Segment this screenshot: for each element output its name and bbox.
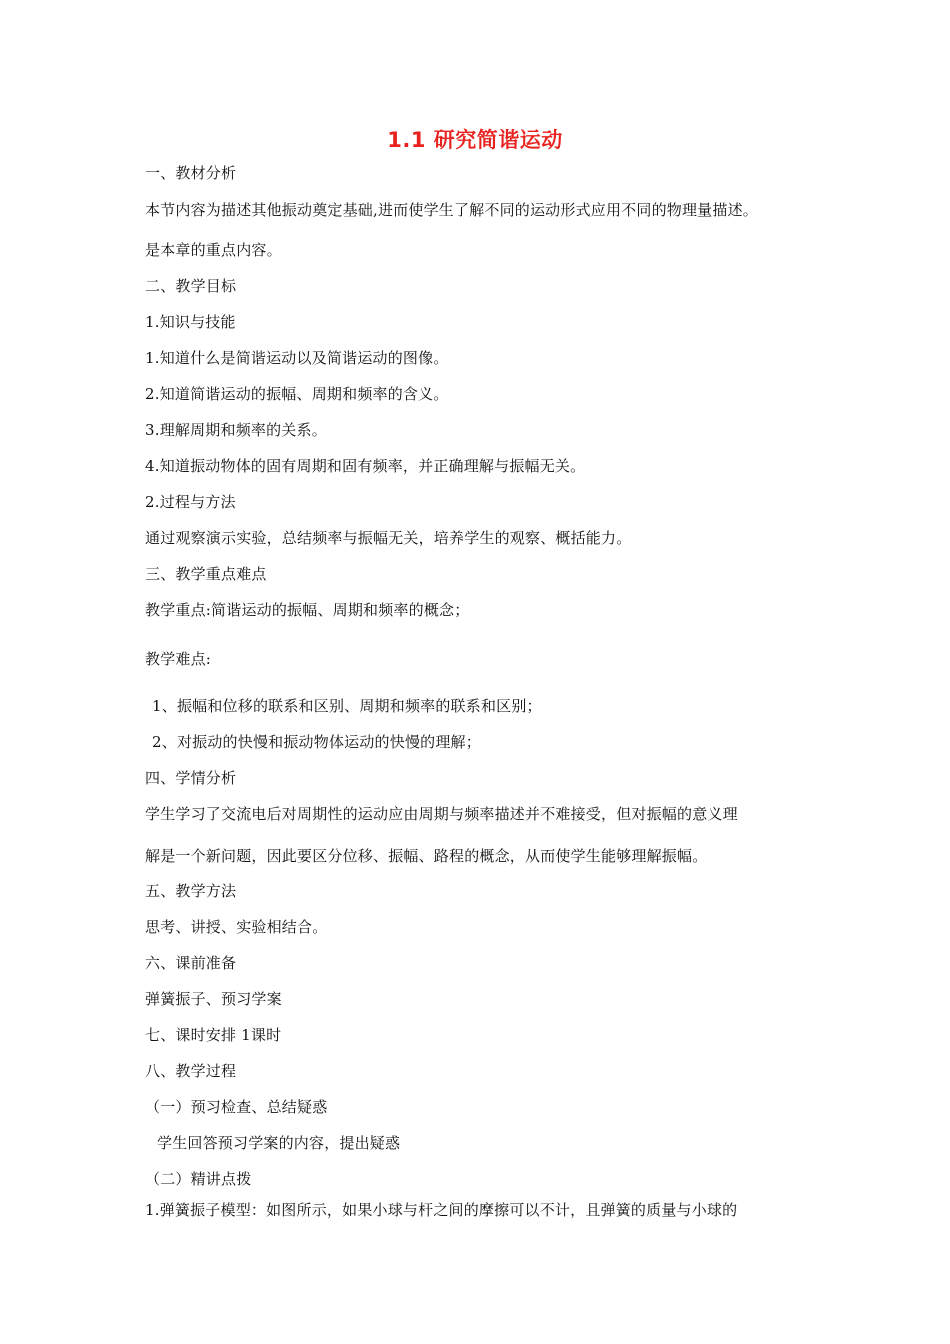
paragraph-text: 本节内容为描述其他振动奠定基础,进而使学生了解不同的运动形式应用不同的物理量描述。 xyxy=(145,201,758,219)
paragraph-text: 解是一个新问题，因此要区分位移、振幅、路程的概念，从而使学生能够理解振幅。 xyxy=(145,847,708,865)
paragraph-text: 通过观察演示实验，总结频率与振幅无关，培养学生的观察、概括能力。 xyxy=(145,529,632,547)
subheading-preview-check: （一）预习检查、总结疑惑 xyxy=(145,1098,328,1116)
document-title: 1.1 研究简谐运动 xyxy=(387,128,563,152)
subheading-process-methods: 2.过程与方法 xyxy=(145,493,236,511)
section-heading-schedule: 七、课时安排 1课时 xyxy=(145,1026,282,1044)
paragraph-text: 教学难点: xyxy=(145,650,212,668)
paragraph-text: 教学重点:简谐运动的振幅、周期和频率的概念； xyxy=(145,601,470,619)
section-heading-key-points: 三、教学重点难点 xyxy=(145,565,267,583)
subheading-knowledge-skills: 1.知识与技能 xyxy=(145,313,236,331)
section-heading-teaching-goals: 二、教学目标 xyxy=(145,277,237,295)
section-heading-teaching-process: 八、教学过程 xyxy=(145,1062,237,1080)
subheading-key-explanation: （二）精讲点拨 xyxy=(145,1170,252,1188)
list-item: 2.知道简谐运动的振幅、周期和频率的含义。 xyxy=(145,385,449,403)
list-item: 1.知道什么是简谐运动以及简谐运动的图像。 xyxy=(145,349,449,367)
paragraph-text: 学生回答预习学案的内容，提出疑惑 xyxy=(157,1134,401,1152)
list-item: 2、对振动的快慢和振动物体运动的快慢的理解； xyxy=(152,733,481,751)
section-heading-textbook-analysis: 一、教材分析 xyxy=(145,164,237,182)
paragraph-text: 思考、讲授、实验相结合。 xyxy=(145,918,328,936)
list-item: 4.知道振动物体的固有周期和固有频率，并正确理解与振幅无关。 xyxy=(145,457,586,475)
section-heading-teaching-methods: 五、教学方法 xyxy=(145,882,237,900)
section-heading-student-analysis: 四、学情分析 xyxy=(145,769,237,787)
paragraph-text: 1.弹簧振子模型：如图所示，如果小球与杆之间的摩擦可以不计，且弹簧的质量与小球的 xyxy=(145,1201,738,1219)
list-item: 1、振幅和位移的联系和区别、周期和频率的联系和区别； xyxy=(152,697,542,715)
paragraph-text: 是本章的重点内容。 xyxy=(145,241,282,259)
section-heading-preparation: 六、课前准备 xyxy=(145,954,237,972)
list-item: 3.理解周期和频率的关系。 xyxy=(145,421,327,439)
paragraph-text: 学生学习了交流电后对周期性的运动应由周期与频率描述并不难接受，但对振幅的意义理 xyxy=(145,805,738,823)
paragraph-text: 弹簧振子、预习学案 xyxy=(145,990,282,1008)
